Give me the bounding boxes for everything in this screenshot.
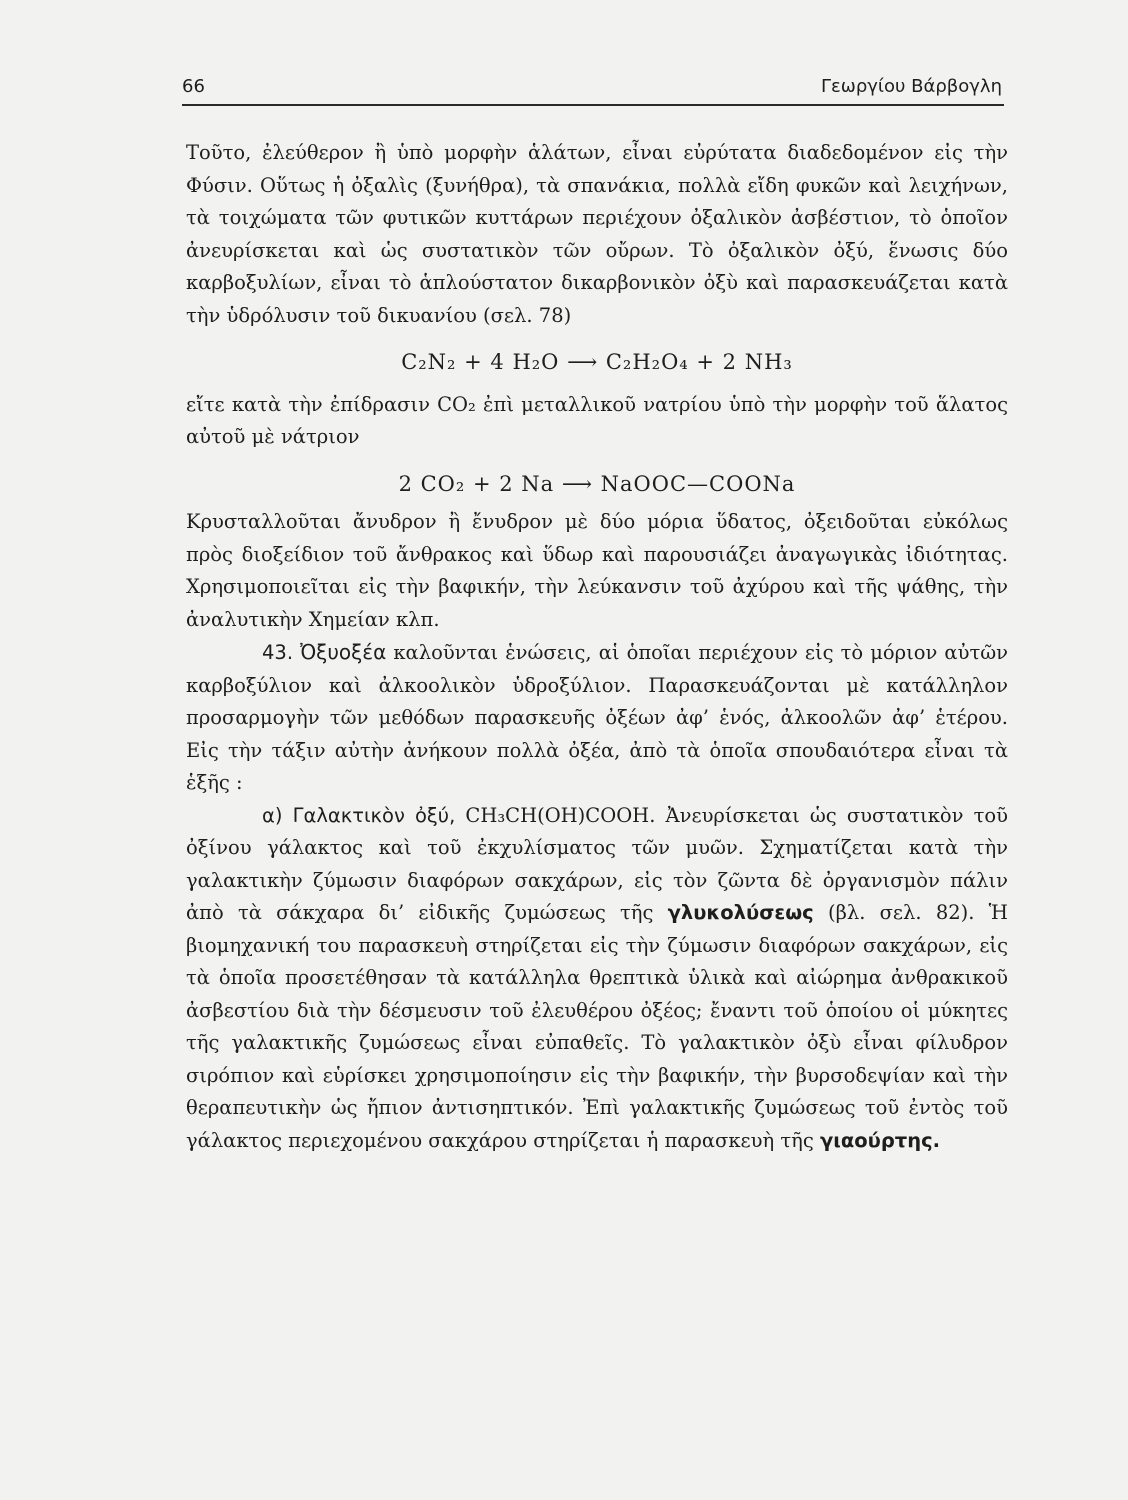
equation-sodium-oxalate: 2 CO₂ + 2 Na ⟶ NaOOC—COONa bbox=[398, 471, 796, 496]
paragraph-properties: Κρυσταλλοῦται ἄνυδρον ἢ ἔνυδρον μὲ δύο μόρια ὕδατος, ὀξειδοῦται εὐκόλως πρὸς διοξείδιον τοῦ ἄνθρακος καὶ ὕδωρ καὶ παρουσιάζει ἀναγωγικὰς ἰδιότητας. Χρησιμοποιεῖται εἰς τὴν βαφικήν, τὴν λεύκανσιν τοῦ ἀχύρου καὶ τῆς ψάθης, τὴν ἀναλυτικὴν Χημείαν κλπ. bbox=[186, 510, 1008, 631]
equation-hydrolysis: C₂N₂ + 4 H₂O ⟶ C₂H₂O₄ + 2 NH₃ bbox=[401, 350, 793, 374]
bold-term-yogurt: γιαούρτης. bbox=[820, 1128, 941, 1152]
bold-term-glycolysis: γλυκολύσεως bbox=[667, 901, 814, 924]
section-number: 43. bbox=[262, 641, 294, 664]
paragraph-sodium-reaction: εἴτε κατὰ τὴν ἐπίδρασιν CO₂ ἐπὶ μεταλλικοῦ νατρίου ὑπὸ τὴν μορφὴν τοῦ ἅλατος αὐτοῦ μὲ νάτριον bbox=[186, 392, 1008, 448]
page-header bbox=[182, 74, 1004, 106]
section-term: Ὀξυοξέα bbox=[300, 640, 387, 664]
item-text-2: (βλ. σελ. 82). Ἡ βιομηχανική του παρασκευὴ στηρίζεται εἰς τὴν ζύμωσιν διαφόρων σακχάρων, εἰς τὰ ὁποῖα προσετέθησαν τὰ κατάλληλα θρεπτικὰ ὑλικὰ καὶ αἰώρημα ἀνθρακικοῦ ἀσβεστίου διὰ τὴν δέσμευσιν τοῦ ἐλευθέρου ὀξέος; ἔναντι τοῦ ὁποίου οἱ μύκητες τῆς γαλακτικῆς ζυμώσεως εἶναι εὐπαθεῖς. Τὸ γαλακτικὸν ὀξὺ εἶναι φίλυδρον σιρόπιον καὶ εὑρίσκει χρησιμοποίησιν εἰς τὴν βαφικήν, τὴν βυρσοδεψίαν καὶ τὴν θεραπευτικὴν ὡς ἤπιον ἀντισηπτικόν. Ἐπὶ γαλακτικῆς ζυμώσεως τοῦ ἐντὸς τοῦ γάλακτος περιεχομένου σακχάρου στηρίζεται ἡ παρασκευὴ τῆς bbox=[186, 901, 1008, 1152]
page-number: 66 bbox=[182, 76, 205, 97]
item-label: α) Γαλακτικὸν ὀξύ, bbox=[262, 803, 456, 827]
section-43 bbox=[186, 636, 1008, 800]
page-body bbox=[186, 137, 1008, 1157]
paragraph-oxalic-acid: Τοῦτο, ἐλεύθερον ἢ ὑπὸ μορφὴν ἁλάτων, εἶναι εὐρύτατα διαδεδομένον εἰς τὴν Φύσιν. Οὕτως ἡ ὀξαλὶς (ξυνήθρα), τὰ σπανάκια, πολλὰ εἴδη φυκῶν καὶ λειχήνων, τὰ τοιχώματα τῶν φυτικῶν κυττάρων περιέχουν ὀξαλικὸν ἀσβέστιον, τὸ ὁποῖον ἀνευρίσκεται καὶ ὡς συστατικὸν τῶν οὔρων. Τὸ ὀξαλικὸν ὀξύ, ἕνωσις δύο καρβοξυλίων, εἶναι τὸ ἁπλούστατον δικαρβονικὸν ὀξὺ καὶ παρασκευάζεται κατὰ τὴν ὑδρόλυσιν τοῦ δικυανίου (σελ. 78) bbox=[186, 141, 1008, 327]
item-lactic-acid bbox=[186, 800, 1008, 1158]
section-text: καλοῦνται ἑνώσεις, αἱ ὁποῖαι περιέχουν εἰς τὸ μόριον αὐτῶν καρβοξύλιον καὶ ἀλκοολικὸν ὑδροξύλιον. Παρασκευάζονται μὲ κατάλληλον προσαρμογὴν τῶν μεθόδων παρασκευῆς ὀξέων ἀφ’ ἑνός, ἀλκοολῶν ἀφ’ ἑτέρου. Εἰς τὴν τάξιν αὐτὴν ἀνήκουν πολλὰ ὀξέα, ἀπὸ τὰ ὁποῖα σπουδαιότερα εἶναι τὰ ἑξῆς : bbox=[186, 641, 1008, 794]
item-text-1: CH₃CH(OH)COOH. Ἀνευρίσκεται ὡς συστατικὸν τοῦ ὀξίνου γάλακτος καὶ τοῦ ἐκχυλίσματος τῶν μυῶν. Σχηματίζεται κατὰ τὴν γαλακτικὴν ζύμωσιν διαφόρων σακχάρων, εἰς τὸν ζῶντα δὲ ὀργανισμὸν πάλιν ἀπὸ τὰ σάκχαρα δι’ εἰδικῆς ζυμώσεως τῆς bbox=[186, 803, 1008, 924]
running-head: Γεωργίου Βάρβογλη bbox=[820, 76, 1002, 97]
